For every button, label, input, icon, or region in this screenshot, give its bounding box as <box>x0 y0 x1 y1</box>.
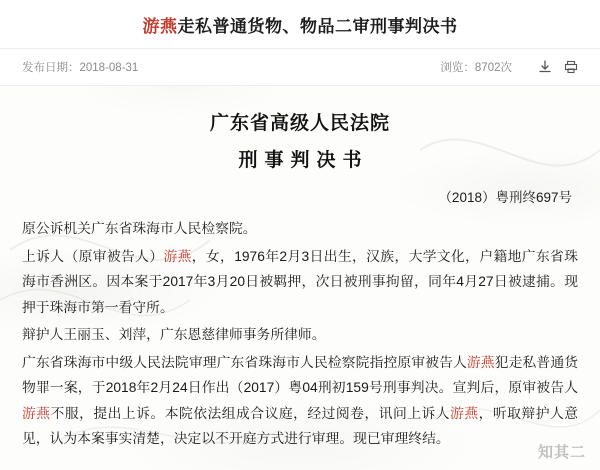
page-title-bar <box>0 0 600 49</box>
document-body <box>0 86 600 452</box>
defendant-name-highlight: 游燕 <box>22 405 51 421</box>
defendant-name-highlight: 游燕 <box>450 405 479 421</box>
defendant-name-highlight: 游燕 <box>163 248 192 264</box>
publish-date: 发布日期：2018-08-31 <box>22 62 139 74</box>
page-title-name-highlight: 游燕 <box>142 16 178 36</box>
paragraph-procedure: 广东省珠海市中级人民法院审理广东省珠海市人民检察院指控原审被告人游燕犯走私普通货物罪一案，于2018年2月24日作出（2017）粤04刑初159号刑事判决。宣判后，原审被告人游燕不服，提出上诉。本院依法组成合议庭，经过阅卷，讯问上诉人游燕，听取辩护人意见，认为本案事实清楚，决定以不开庭方式进行审理。现已审理终结。 <box>22 354 579 447</box>
print-icon[interactable] <box>564 60 578 74</box>
paragraph-prosecutor: 原公诉机关广东省珠海市人民检察院。 <box>22 221 257 236</box>
case-number: （2018）粤刑终697号 <box>438 190 572 205</box>
court-name: 广东省高级人民法院 <box>209 113 390 134</box>
defendant-name-highlight: 游燕 <box>466 354 495 370</box>
document-type: 刑事判决书 <box>238 150 369 171</box>
meta-bar <box>0 49 600 86</box>
download-icon[interactable] <box>538 60 552 74</box>
paragraph-defenders: 辩护人王丽玉、刘萍，广东恩慈律师事务所律师。 <box>22 327 326 343</box>
page-title <box>143 12 458 37</box>
view-count: 浏览：8702次 <box>440 62 512 74</box>
page-title-rest: 走私普通货物、物品二审刑事判决书 <box>177 16 458 36</box>
watermark: 知其二 <box>537 444 586 461</box>
paragraph-appellant: 上诉人（原审被告人）游燕，女，1976年2月3日出生，汉族，大学文化，户籍地广东省珠海市香洲区。因本案于2017年3月20日被羁押，次日被刑事拘留，同年4月27日被逮捕。现押于珠海市第一看守所。 <box>22 248 579 315</box>
meta-actions <box>538 60 578 74</box>
